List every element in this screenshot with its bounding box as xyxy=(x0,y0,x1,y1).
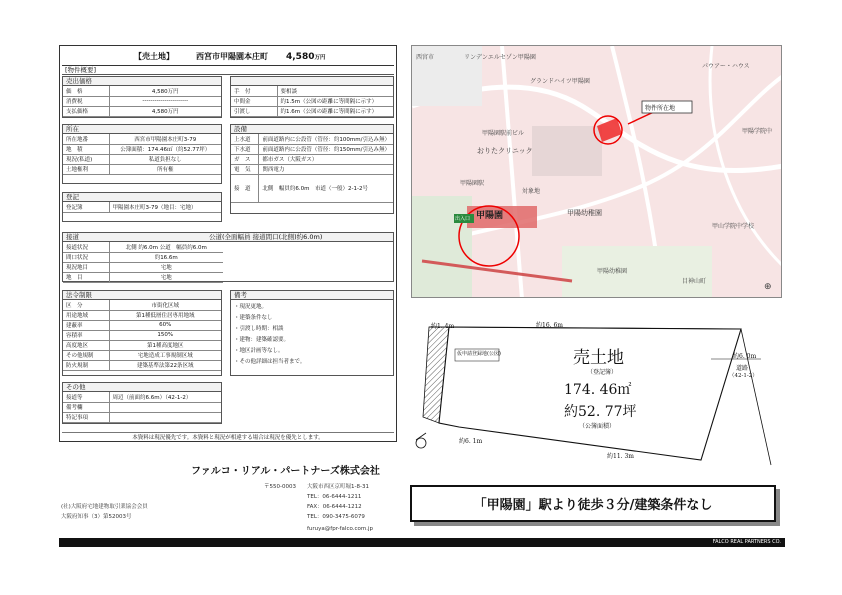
map-label: 甲陽学院中 xyxy=(742,128,773,135)
dimension-bottom: 約11. 3m xyxy=(607,453,634,460)
map-graphics xyxy=(412,46,782,298)
listing-category: 【売土地】 xyxy=(134,52,174,61)
map-label: 目神山町 xyxy=(682,278,707,285)
table-row: 地 目 宅地 xyxy=(63,272,223,282)
registry-box xyxy=(62,192,222,222)
other-info-table xyxy=(63,392,221,423)
table-row: 下水道 前面道路内に公設管（管径：約150mm/引込み無） xyxy=(231,144,393,154)
table-row: 引渡し 約1.6m（公図の距離に等間隔に示す） xyxy=(231,106,393,116)
table-row: 登記簿 甲陽園本庄町3-79（地目：宅地） xyxy=(63,202,221,212)
footer-bar: FALCO REAL PARTNERS CO. xyxy=(59,538,785,547)
legal-restrictions-box-title: 法令制限 xyxy=(63,291,221,300)
road-access-box xyxy=(62,232,394,282)
table-row: 上水道 前面道路内に公設管（管径：約100mm/引込み無） xyxy=(231,134,393,144)
legal-restrictions-box xyxy=(62,290,222,376)
table-row: 中間金 約1.5m（公図の距離に等間隔に示す） xyxy=(231,96,393,106)
location-box-title: 所在 xyxy=(63,125,221,134)
map-label: パウアー・ハウス xyxy=(702,63,750,70)
other-info-box xyxy=(62,382,222,424)
table-row: 用途地域 第1種低層住居専用地域 xyxy=(63,310,221,320)
listing-title xyxy=(62,48,394,66)
terms-table xyxy=(231,86,393,117)
inset-label: 仮申請登録地(公図) xyxy=(457,351,501,357)
table-row: 所在地番 西宮市甲陽園本庄町3-79 xyxy=(63,134,221,144)
infrastructure-table xyxy=(231,134,393,203)
disclaimer-note: 本資料は現況優先です。本資料と現況が相違する場合は現況を優先とします。 xyxy=(62,432,394,440)
table-row: 接道状況 北側 約6.0m 公道 幅員約6.0m xyxy=(63,242,223,252)
table-row: 支払価格 4,580万円 xyxy=(63,106,221,116)
road-access-table xyxy=(63,242,223,283)
company-tel: TEL：06-6444-1211 xyxy=(307,494,362,500)
license-number: 大阪府知事（3）第52003号 xyxy=(61,514,132,520)
table-row: 現況(私道) 私道負担なし xyxy=(63,154,221,164)
infrastructure-box xyxy=(230,124,394,214)
headline-banner: 「甲陽園」駅より徒歩３分/建築条件なし xyxy=(410,485,776,522)
map-label: 甲陽幼稚園 xyxy=(567,209,602,217)
table-row: ガ ス 都市ガス（大阪ガス） xyxy=(231,154,393,164)
remarks-box-title: 備考 xyxy=(231,291,393,300)
registry-box-title: 登記 xyxy=(63,193,221,202)
infrastructure-box-title: 設備 xyxy=(231,125,393,134)
price-box xyxy=(62,76,222,118)
compass-icon: ⊕ xyxy=(764,282,772,292)
legal-restrictions-table xyxy=(63,300,221,371)
company-mobile: TEL：090-3475-6079 xyxy=(307,514,365,520)
price-table xyxy=(63,86,221,117)
table-row: 接 道 北側 幅員約6.0m 市道（一般）2-1-2号 xyxy=(231,174,393,202)
plan-main-title: 売土地 xyxy=(573,348,624,368)
plan-subtitle: （登記簿） xyxy=(587,369,618,376)
map-callout: 物件所在地 xyxy=(645,105,676,112)
listing-price: 4,580万円 xyxy=(286,51,326,62)
map-label: 甲陽園 xyxy=(476,211,504,221)
location-box xyxy=(62,124,222,184)
price-box-title: 売出価格 xyxy=(63,77,221,86)
table-row: 備考欄 xyxy=(63,402,221,412)
remark-line: ・建物：建築確認要。 xyxy=(234,337,290,343)
map-label: グランドハイツ甲陽園 xyxy=(530,78,590,85)
map-label: 甲山学院中学校 xyxy=(712,223,755,230)
listing-location: 西宮市甲陽園本庄町 xyxy=(196,52,268,61)
table-row: 地 積 公簿面積：174.46㎡（約52.77坪） xyxy=(63,144,221,154)
table-row: 現況地目 宅地 xyxy=(63,262,223,272)
map-label: 甲陽園駅 xyxy=(460,180,485,187)
location-map[interactable] xyxy=(411,45,782,298)
table-row: 建蔽率 60% xyxy=(63,320,221,330)
other-info-box-title: その他 xyxy=(63,383,221,392)
table-row: 消費税 ----------------------- xyxy=(63,96,221,106)
registry-table xyxy=(63,202,221,213)
terms-box xyxy=(230,76,394,118)
site-plan xyxy=(411,315,782,467)
property-summary-sheet xyxy=(59,45,397,442)
table-row: 間口状況 約16.6m xyxy=(63,252,223,262)
station-badge: 出入口 xyxy=(455,216,471,222)
remarks-box xyxy=(230,290,394,376)
table-row: 高度地区 第1種高度地区 xyxy=(63,340,221,350)
map-label: おりたクリニック xyxy=(477,147,533,155)
remark-line: ・引渡し時期：相談 xyxy=(234,326,284,332)
company-fax: FAX：06-6444-1212 xyxy=(307,504,362,510)
area-tsubo: 約52. 77坪 xyxy=(564,404,637,420)
section-label: [物件概要] xyxy=(62,66,394,75)
remarks-list xyxy=(231,300,393,370)
dimension-right: 約6. 0m xyxy=(733,353,757,360)
table-row: その他規制 宅地造成工事規制区域 xyxy=(63,350,221,360)
map-label: 対象地 xyxy=(522,188,541,195)
map-label: 西宮市 xyxy=(416,54,435,61)
dimension-top-left: 約1. 4m xyxy=(431,323,455,330)
table-row: 容積率 150% xyxy=(63,330,221,340)
location-table xyxy=(63,134,221,175)
company-info xyxy=(59,458,429,548)
road-note: （42-1-2） xyxy=(729,373,758,379)
table-row: 価 格 4,580万円 xyxy=(63,86,221,96)
table-row: 電 気 関西電力 xyxy=(231,164,393,174)
map-label: 甲陽幼稚園 xyxy=(597,268,628,275)
table-row: 区 分 市街化区域 xyxy=(63,300,221,310)
table-row: 手 付 要相談 xyxy=(231,86,393,96)
area-note: （公簿面積） xyxy=(579,423,616,430)
company-zip: 〒550-0003 xyxy=(264,484,296,490)
remark-line: ・現況更地。 xyxy=(234,304,268,310)
map-label: 甲陽園駅前ビル xyxy=(482,130,525,137)
area-square-meters: 174. 46㎡ xyxy=(564,382,632,398)
map-label: リンデンエルセゾン甲陽園 xyxy=(464,54,536,61)
table-row: 防火規制 建築基準法第22条区域 xyxy=(63,360,221,370)
road-access-box-title: 接道 公道(全面幅員 接道間口(北側)約6.0m) xyxy=(63,233,393,242)
table-row: 特記事項 xyxy=(63,412,221,422)
remark-line: ・建築条件なし xyxy=(234,315,273,321)
road-label: 道路 xyxy=(736,365,749,372)
table-row: 接道等 周辺（前面約6.6m）（42-1-2） xyxy=(63,392,221,402)
company-email[interactable]: furuya@fpr-falco.com.jp xyxy=(307,526,374,532)
company-name: ファルコ・リアル・パートナーズ株式会社 xyxy=(191,466,380,477)
dimension-bottom-left: 約6. 1m xyxy=(459,438,483,445)
table-row: 土地権利 所有権 xyxy=(63,164,221,174)
terms-box-title xyxy=(231,77,393,86)
company-address: 大阪市西区京町堀1-8-31 xyxy=(307,484,369,490)
remark-line: ・地区計画等なし。 xyxy=(234,348,284,354)
remark-line: ・その他詳細は担当者まで。 xyxy=(234,359,306,365)
license-association: (社)大阪府宅地建物取引業協会会員 xyxy=(61,504,148,510)
dimension-top: 約16. 6m xyxy=(536,322,563,329)
